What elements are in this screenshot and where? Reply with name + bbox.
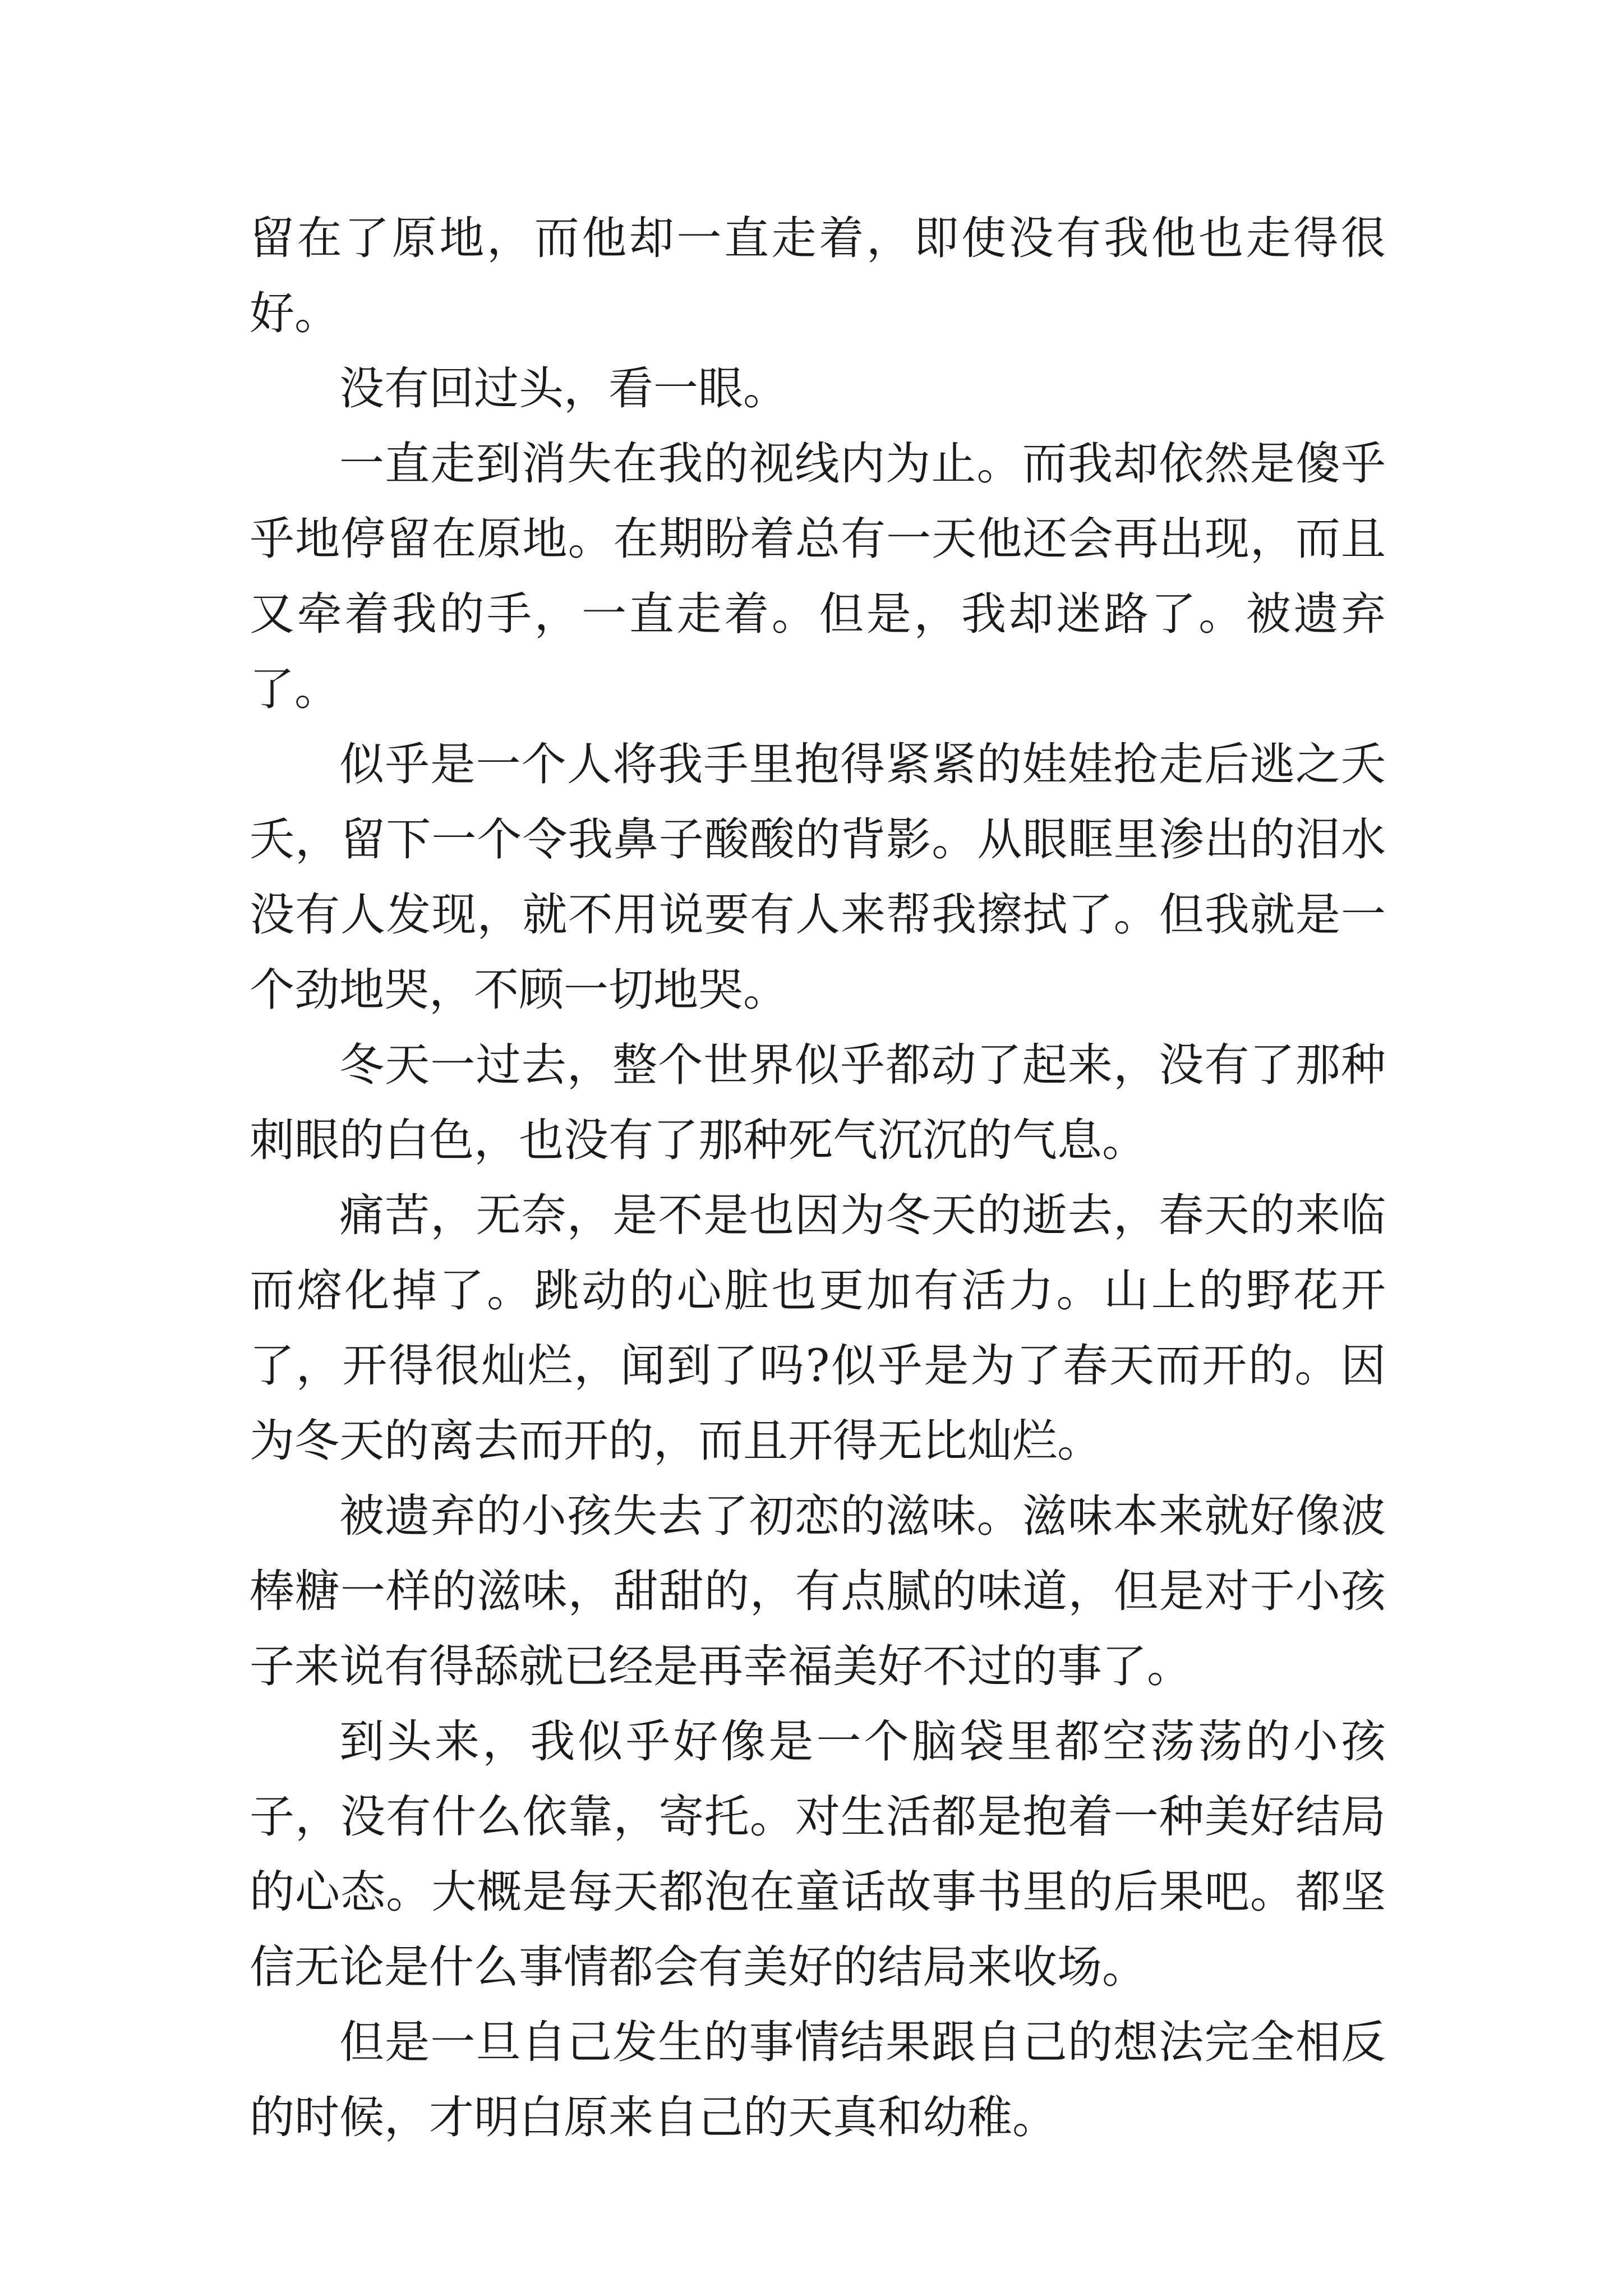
- paragraph: 冬天一过去，整个世界似乎都动了起来，没有了那种刺眼的白色，也没有了那种死气沉沉的气息。: [250, 1039, 1386, 1166]
- paragraph: 被遗弃的小孩失去了初恋的滋味。滋味本来就好像波棒糖一样的滋味，甜甜的，有点腻的味道，但是对于小孩子来说有得舔就已经是再幸福美好不过的事了。: [250, 1490, 1386, 1692]
- paragraph: 但是一旦自己发生的事情结果跟自己的想法完全相反的时候，才明白原来自己的天真和幼稚。: [250, 2016, 1386, 2143]
- paragraph-continuation: 留在了原地，而他却一直走着，即使没有我他也走得很好。: [250, 212, 1386, 339]
- paragraph: 到头来，我似乎好像是一个脑袋里都空荡荡的小孩子，没有什么依靠，寄托。对生活都是抱着一种美好结局的心态。大概是每天都泡在童话故事书里的后果吧。都坚信无论是什么事情都会有美好的结局来收场。: [250, 1715, 1386, 1993]
- paragraph: 似乎是一个人将我手里抱得紧紧的娃娃抢走后逃之夭夭，留下一个令我鼻子酸酸的背影。从眼眶里渗出的泪水没有人发现，就不用说要有人来帮我擦拭了。但我就是一个劲地哭，不顾一切地哭。: [250, 738, 1386, 1016]
- paragraph: 没有回过头，看一眼。: [339, 362, 788, 415]
- body-text: [250, 201, 1386, 2155]
- paragraph: 痛苦，无奈，是不是也因为冬天的逝去，春天的来临而熔化掉了。跳动的心脏也更加有活力。山上的野花开了，开得很灿烂，闻到了吗?似乎是为了春天而开的。因为冬天的离去而开的，而且开得无比灿烂。: [250, 1189, 1386, 1467]
- paragraph: 一直走到消失在我的视线内为止。而我却依然是傻乎乎地停留在原地。在期盼着总有一天他还会再出现，而且又牵着我的手，一直走着。但是，我却迷路了。被遗弃了。: [250, 438, 1386, 715]
